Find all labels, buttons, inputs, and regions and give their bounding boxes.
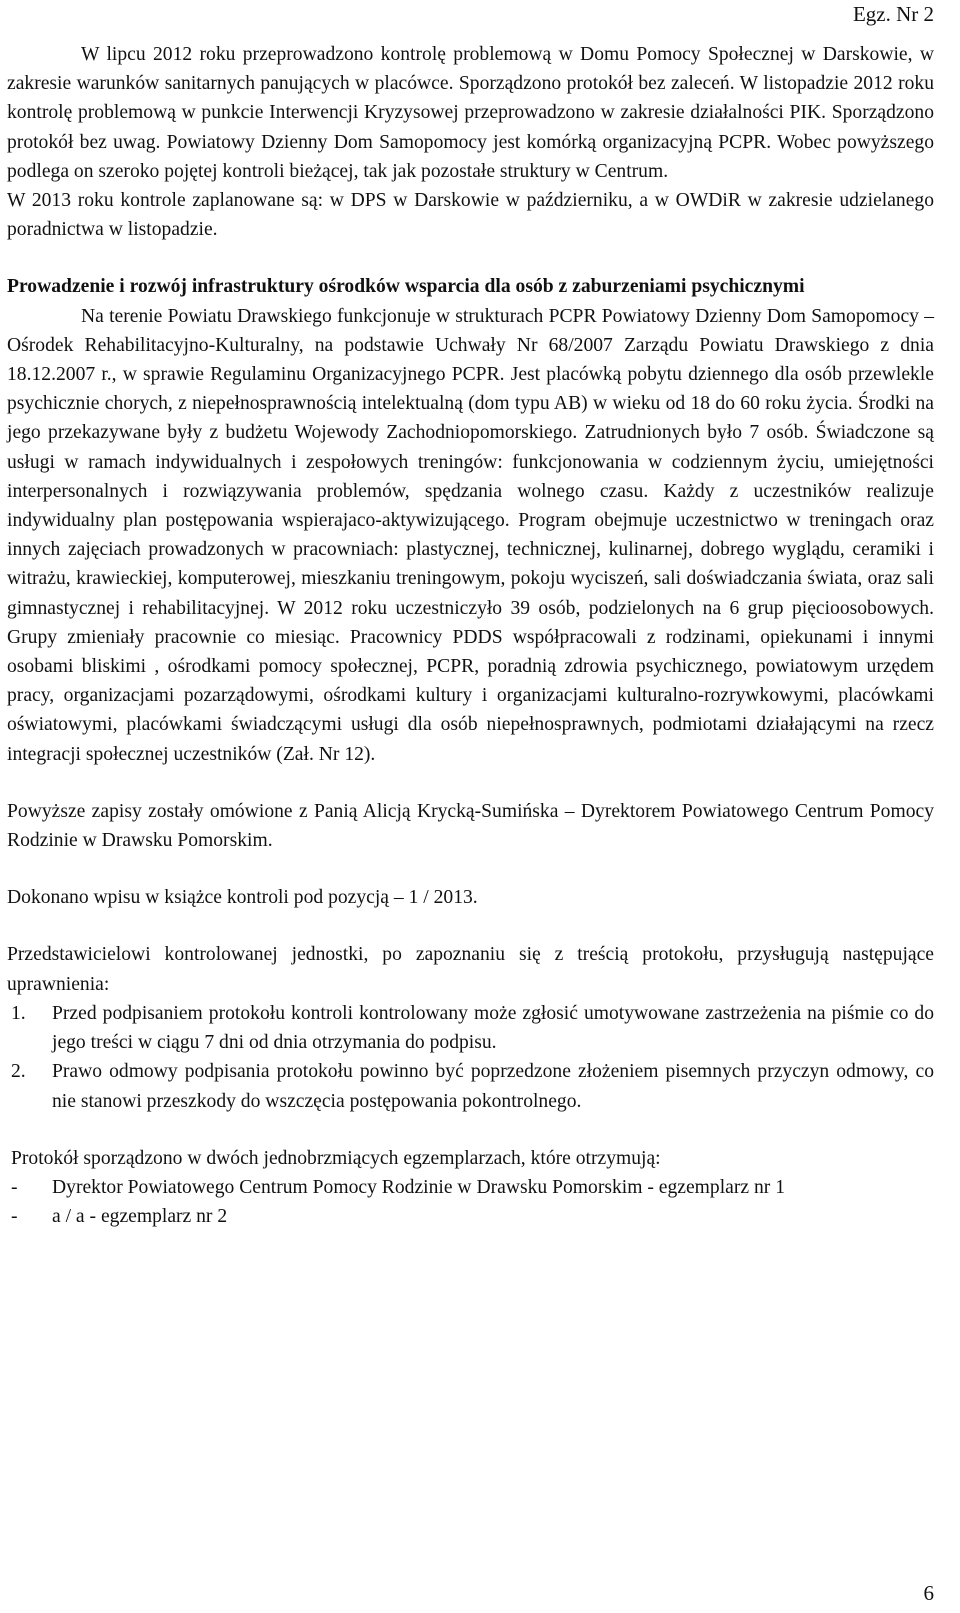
list-item <box>7 1173 934 1202</box>
paragraph-inspections-2013: W 2013 roku kontrole zaplanowane są: w DPS w Darskowie w październiku, a w OWDiR w zakresie udzielanego poradnictwa w listopadzie. <box>7 190 934 241</box>
list-item-text: Prawo odmowy podpisania protokołu powinno być poprzedzone złożeniem pisemnych przyczyn odmowy, co nie stanowi przeszkody do wszczęcia postępowania pokontrolnego. <box>52 1061 934 1112</box>
list-item <box>7 999 934 1057</box>
paragraph-inspection-book: Dokonano wpisu w książce kontroli pod pozycją – 1 / 2013. <box>7 887 478 909</box>
rights-list <box>7 999 934 1116</box>
distribution-list <box>7 1173 934 1231</box>
document-body <box>7 40 934 1231</box>
list-item-number: 1. <box>11 1002 26 1024</box>
copy-number-label: Egz. Nr 2 <box>852 2 934 26</box>
paragraph-distribution-intro: Protokół sporządzono w dwóch jednobrzmiących egzemplarzach, które otrzymują: <box>11 1147 661 1169</box>
list-item <box>7 1057 934 1115</box>
list-item-text: Dyrektor Powiatowego Centrum Pomocy Rodzinie w Drawsku Pomorskim - egzemplarz nr 1 <box>52 1176 785 1198</box>
list-item-dash: - <box>11 1206 18 1228</box>
list-item-dash: - <box>11 1176 18 1198</box>
section-heading: Prowadzenie i rozwój infrastruktury ośrodków wsparcia dla osób z zaburzeniami psychicznymi <box>7 276 805 298</box>
paragraph-discussed-with: Powyższe zapisy zostały omówione z Panią Alicją Krycką-Sumińska – Dyrektorem Powiatowego Centrum Pomocy Rodzinie w Drawsku Pomorskim. <box>7 800 934 852</box>
list-item-text: a / a - egzemplarz nr 2 <box>52 1206 228 1228</box>
paragraph-rights-intro: Przedstawicielowi kontrolowanej jednostki, po zapoznaniu się z treścią protokołu, przysługują następujące uprawnienia: <box>7 944 934 995</box>
list-item <box>7 1202 934 1231</box>
list-item-text: Przed podpisaniem protokołu kontroli kontrolowany może zgłosić umotywowane zastrzeżenia na piśmie co do jego treści w ciągu 7 dni od dnia otrzymania do podpisu. <box>52 1002 934 1054</box>
list-item-number: 2. <box>11 1061 26 1083</box>
paragraph-day-care-home: Na terenie Powiatu Drawskiego funkcjonuje w strukturach PCPR Powiatowy Dzienny Dom Samopomocy – Ośrodek Rehabilitacyjno-Kulturalny, na podstawie Uchwały Nr 68/2007 Zarządu Powiatu Drawskiego z dnia 18.12.2007 r., w sprawie Regulaminu Organizacyjnego PCPR. Jest placówką pobytu dziennego dla osób przewlekle psychicznie chorych, z niepełnosprawnością intelektualną (dom typu AB) w wieku od 18 do 60 roku życia. Środki na jego przekazywane były z budżetu Wojewody Zachodniopomorskiego. Zatrudnionych było 7 osób. Świadczone są usługi w ramach indywidualnych i zespołowych treningów: funkcjonowania w codziennym życiu, umiejętności interpersonalnych i rozwiązywania problemów, spędzania wolnego czasu. Każdy z uczestników realizuje indywidualny plan postępowania wspierajaco-aktywizującego. Program obejmuje uczestnictwo w treningach oraz innych zajęciach prowadzonych w pracowniach: plastycznej, technicznej, kulinarnej, dobrego wyglądu, ceramiki i witrażu, krawieckiej, komputerowej, mieszkaniu treningowym, pokoju wyciszeń, sali doświadczania świata, oraz sali gimnastycznej i rehabilitacyjnej. W 2012 roku uczestniczyło 39 osób, podzielonych na 6 grup pięcioosobowych. Grupy zmieniały pracownie co miesiąc. Pracownicy PDDS współpracowali z rodzinami, opiekunami i innymi osobami bliskimi , ośrodkami pomocy społecznej, PCPR, poradnią zdrowia psychicznego, powiatowym urzędem pracy, organizacjami pozarządowymi, ośrodkami kultury i organizacjami kulturalno-rozrywkowymi, placówkami oświatowymi, placówkami świadczącymi usługi dla osób niepełnosprawnych, podmiotami działającymi na rzecz integracji społecznej uczestników (Zał. Nr 12). <box>7 305 934 765</box>
paragraph-inspections-2012: W lipcu 2012 roku przeprowadzono kontrolę problemową w Domu Pomocy Społecznej w Darskowie, w zakresie warunków sanitarnych panujących w placówce. Sporządzono protokół bez zaleceń. W listopadzie 2012 roku kontrolę problemową w punkcie Interwencji Kryzysowej przeprowadzono w zakresie działalności PIK. Sporządzono protokół bez uwag. Powiatowy Dzienny Dom Samopomocy jest komórką organizacyjną PCPR. Wobec powyższego podlega on szeroko pojętej kontroli bieżącej, tak jak pozostałe struktury w Centrum. <box>7 44 934 182</box>
page-number: 6 <box>923 1581 934 1605</box>
